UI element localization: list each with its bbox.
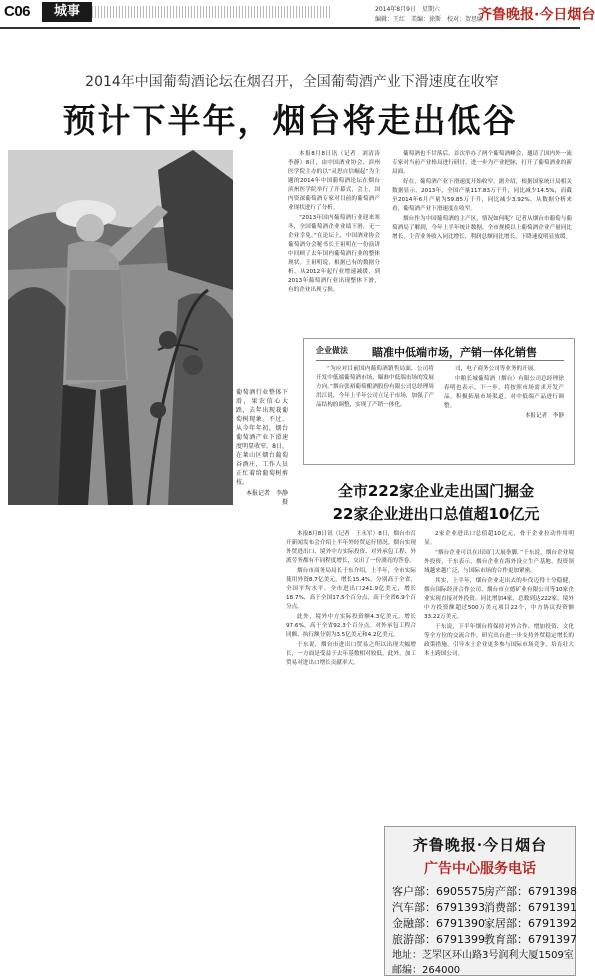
photo-credit: 本报记者 李静 摄 [245, 490, 295, 506]
ad-phone-row [392, 931, 577, 946]
issue-date: 2014年8月9日 星期六 [375, 6, 440, 13]
paragraph: “为应对目前国内葡萄酒销售局面，公司将开发中低端葡萄酒市场，瞄准中低端市场的发展方向。”烟台张裕葡萄酿酒股份有限公司总经理周洪江说，今年上半年公司立足于市场，加强了产品结构的调整，实现了产销一体化。 [316, 366, 434, 408]
ad-title: 齐鲁晚报·今日烟台 [412, 836, 548, 854]
story2-column-2 [424, 530, 574, 820]
paragraph: 葡萄酒也不甘落后。首次举办了两个葡萄酒峰会，邀请了国内外一流专家对当前产业格局进行研讨，进一步为产业把脉，打开了葡萄酒业的新局面。 [392, 151, 572, 175]
headline-kicker: 2014年中国葡萄酒论坛在烟召开，全国葡萄酒产业下滑速度在收窄 [85, 74, 499, 90]
ad-address: 地址：芝罘区环山路3号润利大厦1509室 [392, 950, 574, 961]
section-badge: 城事 [42, 2, 92, 22]
ad-phone-entry: 教育部：6791397 [484, 933, 577, 946]
main-headline: 预计下半年，烟台将走出低谷 [62, 101, 518, 140]
header-divider [0, 27, 580, 29]
ad-phone-entry: 家居部：6791392 [484, 917, 577, 930]
photo-caption [236, 388, 295, 507]
feature-column-2 [444, 365, 564, 457]
newspaper-brand: 齐鲁晚报·今日烟台 [478, 7, 595, 23]
paragraph: 本报8月8日讯（记者 刘清涛 李静）8日，由中国酒业协会、滨州医学院主办的以“灵思自信崛起”为主题的2014年中国葡萄酒论坛在烟台滨州医学院举行了开幕式，会上，国内资深葡萄酒专家对目前的葡萄酒产业现状进行了分析。 [288, 151, 386, 211]
paragraph: 中粮长城葡萄酒（烟台）有限公司总经理徐春明也表示，下一步，将按照市场需求开发产品，积极拓展市场渠道，对中低端产品进行调整。 [444, 376, 564, 409]
ad-phone-entry: 消费部：6791391 [484, 901, 577, 914]
ad-phone-entry: 汽车部：6791393 [392, 901, 485, 914]
paragraph: 烟台作为中国葡萄酒的主产区，情况如何呢？记者从烟台市葡萄与葡萄酒局了解到，今年上半年统计数据，全市规模以上葡萄酒企业产量同比增长，主营业务收入同比增长，利润总额同比增长，下降速度明显放缓。 [392, 216, 572, 240]
paragraph: 本报8月8日讯（记者 王永军）8日，烟台市召开新闻发布会介绍上半年外经贸运行情况。烟台实现外贸进出口、境外中方实际投资、对外承包工程、外派劳务都有不同程度增长，交出了一份漂亮的答卷。 [286, 531, 416, 564]
story2-headline-line-1: 全市222家企业走出国门掘金 [337, 482, 535, 500]
paragraph: 烟台市商务局局长于东介绍，上半年，全市实际使用外资8.7亿美元，增长15.4%，分别高于全省、全国平均水平。全市进出口241.9亿美元，增长18.7%，高于全国17.5个百分点，高于全省6.9个百分点。 [286, 568, 416, 610]
photo-caption-text: 葡萄酒行业整体下滑，果农信心大跌，去年出现栽葡萄树现象。不过，从今年年初，烟台葡萄酒产业下滑速度明显收窄。8日，在莱山区烟台葡萄谷酒庄，工作人员正忙着给葡萄树剪枝。 [236, 389, 288, 486]
story1-column-2 [392, 150, 572, 332]
feature-tag: 企业做法 [316, 346, 348, 355]
feature-title: 瞄准中低端市场，产销一体化销售 [372, 346, 537, 359]
paragraph: 此外，境外中方实际投资额4.3亿美元，增长97.6%，高于全省92.3个百分点。对外承包工程合同额、执行额分别为3.5亿美元和4.2亿美元。 [286, 614, 416, 638]
header-stripe-decoration [92, 6, 332, 18]
feature-byline: 本报记者 李静 [524, 413, 564, 419]
paragraph: 于东说，下半年烟台将保持对外合作、增加投资、文化等全方位的交流合作，研究出台进一步支持外贸稳定增长的政策措施，引导本土企业更多参与国际市场竞争，培育壮大本土跨国公司。 [424, 624, 574, 657]
ad-phone-entry: 房产部：6791398 [484, 885, 577, 898]
paragraph: 于东说，烟台市进出口贸易之所以出现大幅增长，一方面是受益于去年基数相对较低，此外，加工贸易对进出口增长贡献率大。 [286, 642, 416, 666]
ad-phone-entry: 旅游部：6791399 [392, 933, 485, 946]
story2-column-1 [286, 530, 416, 820]
vineyard-worker-photo [8, 150, 233, 505]
news-photo [8, 150, 233, 505]
paragraph: 2家企业进出口总值超10亿元，骨干企业拉动作用明显。 [424, 531, 574, 546]
paragraph: 司，电子商务公司等业务的开展。 [455, 366, 539, 372]
page-number: C06 [4, 3, 31, 20]
editors-line: 编辑：王红 美编：徐斯 校对：贺思欣 [375, 16, 484, 23]
story1-column-1 [288, 150, 386, 358]
paragraph: 其实，上半年，烟台企业走出去的步伐迈得十分稳健，烟台国际经济合作公司、烟台市立德矿业有限公司等10家企业实现直接对外投资，同比增加4家，总数到达222家，境外中方投资额超过500万美元项目22个，中方协议投资额33.22万美元。 [424, 578, 574, 620]
ad-subtitle: 广告中心服务电话 [424, 861, 536, 877]
ad-phone-row [392, 899, 577, 914]
ad-phone-entry: 金融部：6791390 [392, 917, 485, 930]
paragraph: “2013年国内葡萄酒行业迎来寒冬，全国葡萄酒企业业绩下滑，无一企业幸免。”在论坛上，中国酒业协会葡萄酒分会秘书长王祖明在一份演讲中回顾了去年国内葡萄酒行业的整体现状。王祖明说，根据已有的数据分析，从2012年起行业增速减缓，到2013年葡萄酒行业出现整体下滑，有的企业出现亏损。 [288, 215, 380, 293]
feature-divider [316, 360, 564, 361]
feature-column-1 [316, 365, 434, 457]
page-header [0, 0, 595, 27]
ad-postcode: 邮编：264000 [392, 965, 461, 976]
story2-headline-line-2: 22家企业进出口总值超10亿元 [332, 505, 540, 523]
ad-phone-row [392, 883, 577, 898]
ad-phone-row [392, 915, 577, 930]
paragraph: “烟台企业可以在出国门大展拳脚。”于东说，烟台企业境外投资，于东表示，烟台企业在海外设立生产基地，投资领域越来越广泛，与国际市场的合作更加紧密。 [424, 550, 574, 574]
paragraph: 好在，葡萄酒产业下滑速度开始收窄。据介绍，根据国家统计局相关数据显示，2013年，全国产量117.83万千升，同比减少14.5%，而截至2014年6月产量为59.85万千升，同比减少3.92%，从数据分析来看，葡萄酒产业下滑速度在收窄。 [392, 179, 572, 212]
ad-phone-entry: 客户部：6905575 [392, 885, 485, 898]
